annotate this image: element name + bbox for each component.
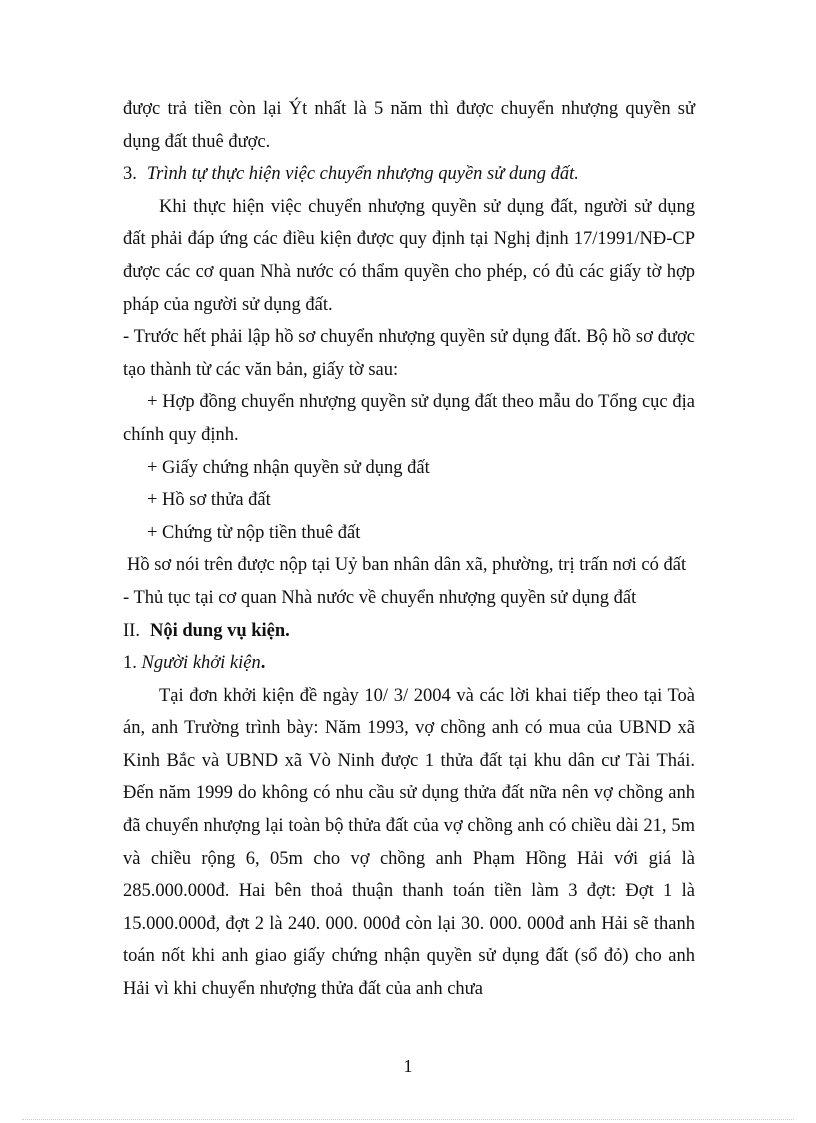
page-bottom-rule xyxy=(22,1119,794,1120)
paragraph-plaintiff-statement: Tại đơn khởi kiện đề ngày 10/ 3/ 2004 và các lời khai tiếp theo tại Toà án, anh Trường trình bày: Năm 1993, vợ chồng anh có mua của UBND xã Kinh Bắc và UBND xã Vò Ninh được 1 thửa đất tại khu dân cư Tài Thái. Đến năm 1999 do không có nhu cầu sử dụng thửa đất nữa nên vợ chồng anh đã chuyển nhượng lại toàn bộ thửa đất của vợ chồng anh có chiều dài 21, 5m và chiều rộng 6, 05m cho vợ chồng anh Phạm Hồng Hải với giá là 285.000.000đ. Hai bên thoả thuận thanh toán tiền làm 3 đợt: Đợt 1 là 15.000.000đ, đợt 2 là 240. 000. 000đ còn lại 30. 000. 000đ anh Hải sẽ thanh toán nốt khi anh giao giấy chứng nhận quyền sử dụng đất (sổ đỏ) cho anh Hải vì khi chuyển nhượng thửa đất của anh chưa xyxy=(123,685,695,1000)
paragraph-continuation: được trả tiền còn lại Ýt nhất là 5 năm thì được chuyển nhượng quyền sử dụng đất thuê được. xyxy=(123,99,695,152)
section-II-heading xyxy=(123,615,695,648)
paragraph-conditions: Khi thực hiện việc chuyển nhượng quyền sử dụng đất, người sử dụng đất phải đáp ứng các điều kiện được quy định tại Nghị định 17/1991/NĐ-CP được các cơ quan Nhà nước có thẩm quyền cho phép, có đủ các giấy tờ hợp pháp của người sử dụng đất. xyxy=(123,196,695,315)
section-II-number: II. xyxy=(123,620,140,641)
subsection-1-suffix: . xyxy=(260,653,266,674)
section-3-heading xyxy=(123,158,695,191)
section-II-title: Nội dung vụ kiện. xyxy=(149,620,290,641)
page-number: 1 xyxy=(403,1056,413,1076)
paragraph-procedure: - Thủ tục tại cơ quan Nhà nước về chuyển nhượng quyền sử dụng đất xyxy=(123,587,637,608)
bullet-contract: + Hợp đồng chuyển nhượng quyền sử dụng đất theo mẫu do Tổng cục địa chính quy định. xyxy=(123,392,695,445)
subsection-1-title: Người khởi kiện xyxy=(141,653,261,674)
bullet-tax-receipt: + Chứng từ nộp tiền thuê đất xyxy=(147,522,361,543)
section-3-number: 3. xyxy=(123,164,137,185)
bullet-parcel-file: + Hồ sơ thửa đất xyxy=(147,490,271,511)
bullet-certificate: + Giấy chứng nhận quyền sử dụng đất xyxy=(147,457,430,478)
subsection-1-heading xyxy=(123,647,695,680)
paragraph-dossier: - Trước hết phải lập hồ sơ chuyển nhượng quyền sử dụng đất. Bộ hồ sơ được tạo thành từ các văn bản, giấy tờ sau: xyxy=(123,327,695,380)
document-body xyxy=(123,93,695,1006)
subsection-1-number: 1. xyxy=(123,653,137,674)
section-3-title: Trình tự thực hiện việc chuyển nhượng quyền sử dung đất. xyxy=(146,164,579,185)
paragraph-submission: Hồ sơ nói trên được nộp tại Uỷ ban nhân dân xã, phường, trị trấn nơi có đất xyxy=(127,555,687,576)
